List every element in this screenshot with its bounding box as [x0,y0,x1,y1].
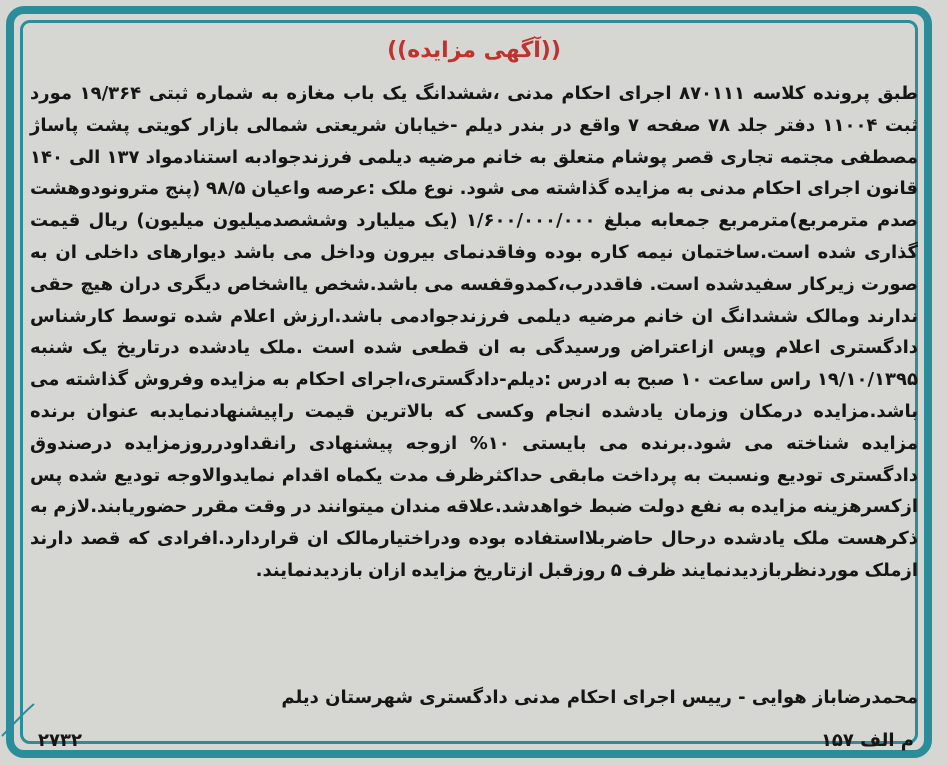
notice-signature: محمدرضاباز هوایی - رییس اجرای احکام مدنی دادگستری شهرستان دیلم [281,687,918,708]
notice-reference-code: م الف ۱۵۷ [820,730,914,751]
notice-title: ((آگهی مزایده)) [387,38,561,63]
pen-stroke-mark [0,700,40,740]
notice-ad-number: ۲۷۳۲ [38,730,82,751]
notice-body-text: طبق پرونده کلاسه ۸۷۰۱۱۱ اجرای احکام مدنی ،ششدانگ یک باب مغازه به شماره ثبتی ۱۹/۳۶۴ مورد ثبت ۱۱۰۰۴ دفتر جلد ۷۸ صفحه ۷ واقع در بندر دیلم -خیابان شریعتی شمالی بازار کویتی پشت پاساژ مصطفی مجتمه تجاری قصر پوشام متعلق به خانم مرضیه دیلمی فرزندجوادبه استنادمواد ۱۳۷ الی ۱۴۰ قانون اجرای احکام مدنی به مزایده گذاشته می شود. نوع ملک :عرصه واعیان ۹۸/۵ (پنج مترونودوهشت صدم مترمربع)مترمربع جمعابه مبلغ ۱/۶۰۰/۰۰۰/۰۰۰ (یک میلیارد وششصدمیلیون میلیون) ریال قیمت گذاری شده است.ساختمان نیمه کاره بوده وفاقدنمای بیرون وداخل می باشد دیوارهای داخلی ان به صورت زیرکار سفیدشده است. فاقددرب،کمدوقفسه می باشد.شخص یااشخاص دیگری دران هیچ حقی ندارند ومالک ششدانگ ان خانم مرضیه دیلمی فرزندجوادمی باشد.ارزش اعلام شده توسط کارشناس دادگستری اعلام وپس ازاعتراض ورسیدگی به ان قطعی شده است .ملک یادشده درتاریخ یک شنبه ۱۹/۱۰/۱۳۹۵ راس ساعت ۱۰ صبح به ادرس :دیلم-دادگستری،اجرای احکام به مزایده وفروش گذاشته می باشد.مزایده درمکان وزمان یادشده انجام وکسی که بالاترین قیمت راپیشنهادنمایدبه عنوان برنده مزایده شناخته می شود.برنده می بایستی ۱۰% ازوجه پیشنهادی رانقداودرروزمزایده درصندوق دادگستری تودیع ونسبت به پرداخت مابقی حداکثرظرف مدت یکماه اقدام نمایدوالاوجه تودیع شده پس ازکسرهزینه مزایده به نفع دولت ضبط خواهدشد.علاقه مندان میتوانند در وقت مقرر حضوریابند.لازم به ذکرهست ملک یادشده درحال حاضربلااستفاده بوده ودراختیارمالک ان قراردارد.افرادی که قصد دارند ازملک موردنظربازدیدنمایند ظرف ۵ روزقبل ازتاریخ مزایده ازان بازدیدنمایند. [30,83,918,581]
